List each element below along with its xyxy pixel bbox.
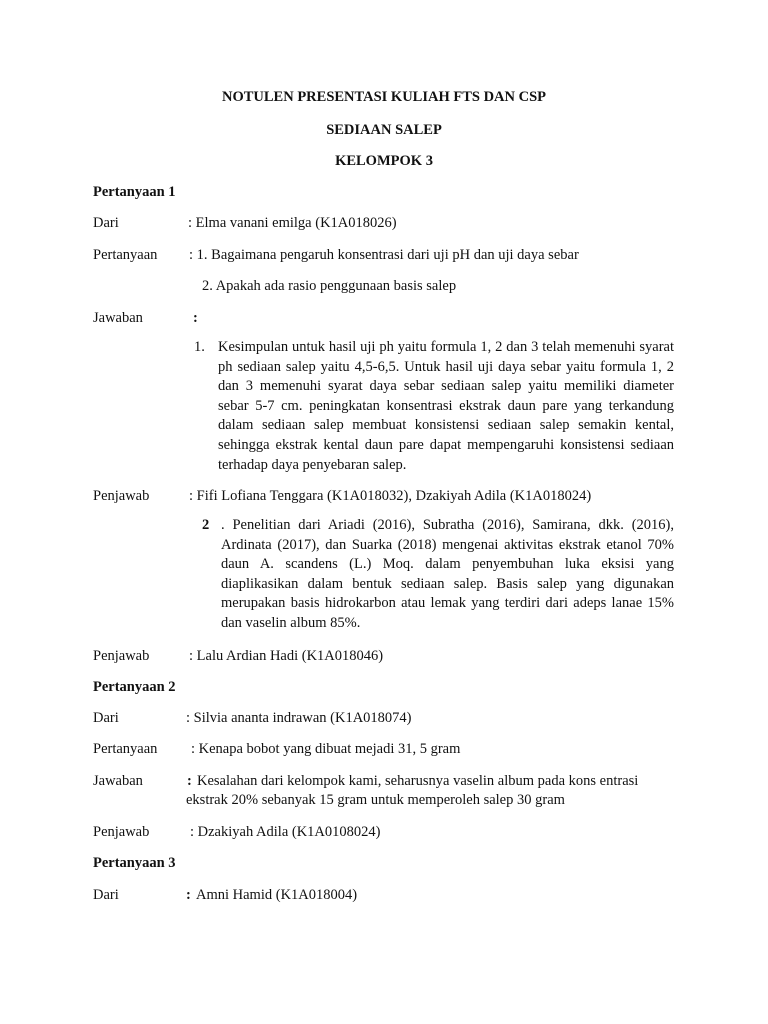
q1-from-value: : Elma vanani emilga (K1A018026) bbox=[188, 215, 397, 231]
q1-question-label: Pertanyaan bbox=[93, 247, 158, 263]
q2-answer-label: Jawaban bbox=[93, 773, 143, 789]
q2-responder-label: Penjawab bbox=[93, 824, 150, 840]
q1-question-line-1: : 1. Bagaimana pengaruh konsentrasi dari uji pH dan uji daya sebar bbox=[189, 247, 579, 263]
q2-from-label: Dari bbox=[93, 710, 119, 726]
q1-answer-1-number: 1. bbox=[194, 339, 205, 355]
q1-responder-1-label: Penjawab bbox=[93, 488, 150, 504]
q3-from-value: Amni Hamid (K1A018004) bbox=[196, 887, 358, 903]
q2-answer-line-2: ekstrak 20% sebanyak 15 gram untuk memperoleh salep 30 gram bbox=[186, 792, 565, 808]
q1-answer-2-text: . Penelitian dari Ariadi (2016), Subratha (2016), Samirana, dkk. (2016), Ardinata (2017), dan Suarka (2018) mengenai aktivitas ekstrak etanol 70% daun A. scandens (L.) Moq. dalam penyembuhan luka eksisi yang diaplikasikan dalam bentuk sediaan salep. Basis salep yang digunakan merupakan basis hidrokarbon atau lemak yang terdiri dari adeps lanae 15% dan vaselin album 85%. bbox=[221, 517, 674, 631]
q2-answer-colon: : bbox=[187, 773, 192, 789]
q1-answer-colon: : bbox=[193, 310, 198, 326]
document-title: NOTULEN PRESENTASI KULIAH FTS DAN CSP bbox=[221, 89, 547, 105]
question-1-heading: Pertanyaan 1 bbox=[93, 184, 176, 200]
q1-responder-2-value: : Lalu Ardian Hadi (K1A018046) bbox=[189, 648, 384, 664]
q1-answer-1-text: Kesimpulan untuk hasil uji ph yaitu formula 1, 2 dan 3 telah memenuhi syarat ph sediaan salep yaitu 4,5-6,5. Untuk hasil uji daya sebar yaitu formula 1, 2 dan 3 memenuhi syarat daya sebar sediaan salep yaitu memiliki diameter sebar 5-7 cm. peningkatan konsentrasi ekstrak daun pare yang terkandung dalam sediaan salep membuat konsistensi sediaan salep semakin kental, sehingga ekstrak kental daun pare dapat mempengaruhi konsistensi sediaan terhadap daya penyebaran salep. bbox=[218, 339, 674, 473]
q2-from-value: : Silvia ananta indrawan (K1A018074) bbox=[186, 710, 412, 726]
question-2-heading: Pertanyaan 2 bbox=[93, 679, 176, 695]
q1-answer-2-number: 2 bbox=[202, 517, 210, 533]
q1-question-line-2: 2. Apakah ada rasio penggunaan basis salep bbox=[202, 278, 457, 294]
q2-question-value: : Kenapa bobot yang dibuat mejadi 31, 5 gram bbox=[191, 741, 461, 757]
document-subtitle: SEDIAAN SALEP bbox=[326, 122, 442, 138]
question-3-heading: Pertanyaan 3 bbox=[93, 855, 176, 871]
q1-responder-1-value: : Fifi Lofiana Tenggara (K1A018032), Dzakiyah Adila (K1A018024) bbox=[189, 488, 592, 504]
q2-responder-value: : Dzakiyah Adila (K1A0108024) bbox=[190, 824, 381, 840]
q1-from-label: Dari bbox=[93, 215, 119, 231]
q1-answer-2-paragraph bbox=[202, 516, 674, 634]
q3-from-colon: : bbox=[186, 887, 191, 903]
q1-responder-2-label: Penjawab bbox=[93, 648, 150, 664]
q1-answer-1-paragraph bbox=[194, 338, 674, 475]
q2-question-label: Pertanyaan bbox=[93, 741, 158, 757]
q3-from-label: Dari bbox=[93, 887, 119, 903]
q2-answer-line-1: Kesalahan dari kelompok kami, seharusnya vaselin album pada kons entrasi bbox=[197, 773, 639, 789]
group-label: KELOMPOK 3 bbox=[335, 153, 433, 169]
q1-answer-label: Jawaban bbox=[93, 310, 143, 326]
